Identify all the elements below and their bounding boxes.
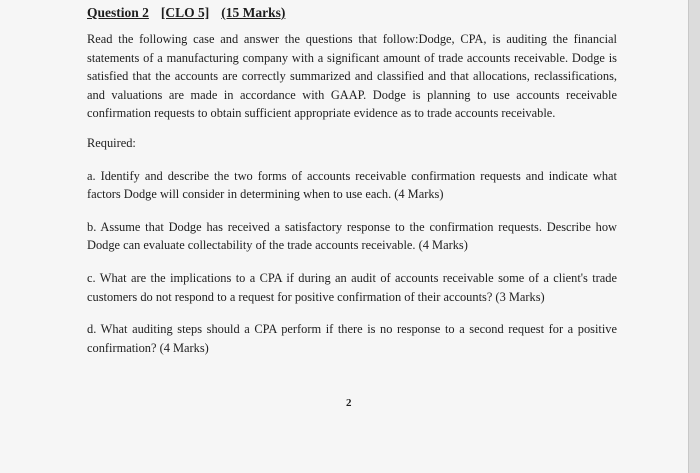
question-part-c: c. What are the implications to a CPA if during an audit of accounts receivable some of a client's trade customers do not respond to a request for positive confirmation of their accounts? (3 Marks)	[87, 270, 617, 304]
page-number: 2	[346, 397, 352, 409]
required-label: Required:	[87, 135, 136, 150]
clo-label: [CLO 5]	[160, 5, 210, 20]
marks-label: (15 Marks)	[221, 5, 286, 20]
question-heading	[87, 5, 297, 21]
question-part-a: a. Identify and describe the two forms of accounts receivable confirmation requests and indicate what factors Dodge will consider in determining when to use each. (4 Marks)	[87, 168, 617, 202]
question-part-d: d. What auditing steps should a CPA perform if there is no response to a second request for a positive confirmation? (4 Marks)	[87, 322, 617, 355]
question-part-b: b. Assume that Dodge has received a satisfactory response to the confirmation requests. Describe how Dodge can evaluate collectability of the trade accounts receivable. (4 Marks)	[87, 219, 617, 253]
page-edge	[688, 0, 700, 473]
question-label: Question 2	[87, 5, 149, 20]
case-intro: Read the following case and answer the questions that follow:Dodge, CPA, is auditing the financial statements of a manufacturing company with a significant amount of trade accounts receivable. Dodge is satisfied that the accounts are correctly summarized and classified and that allocations, reclassifications, and valuations are made in accordance with GAAP. Dodge is planning to use accounts receivable confirmation requests to obtain sufficient appropriate evidence as to trade accounts receivable.	[87, 32, 617, 121]
question-body	[87, 30, 617, 371]
